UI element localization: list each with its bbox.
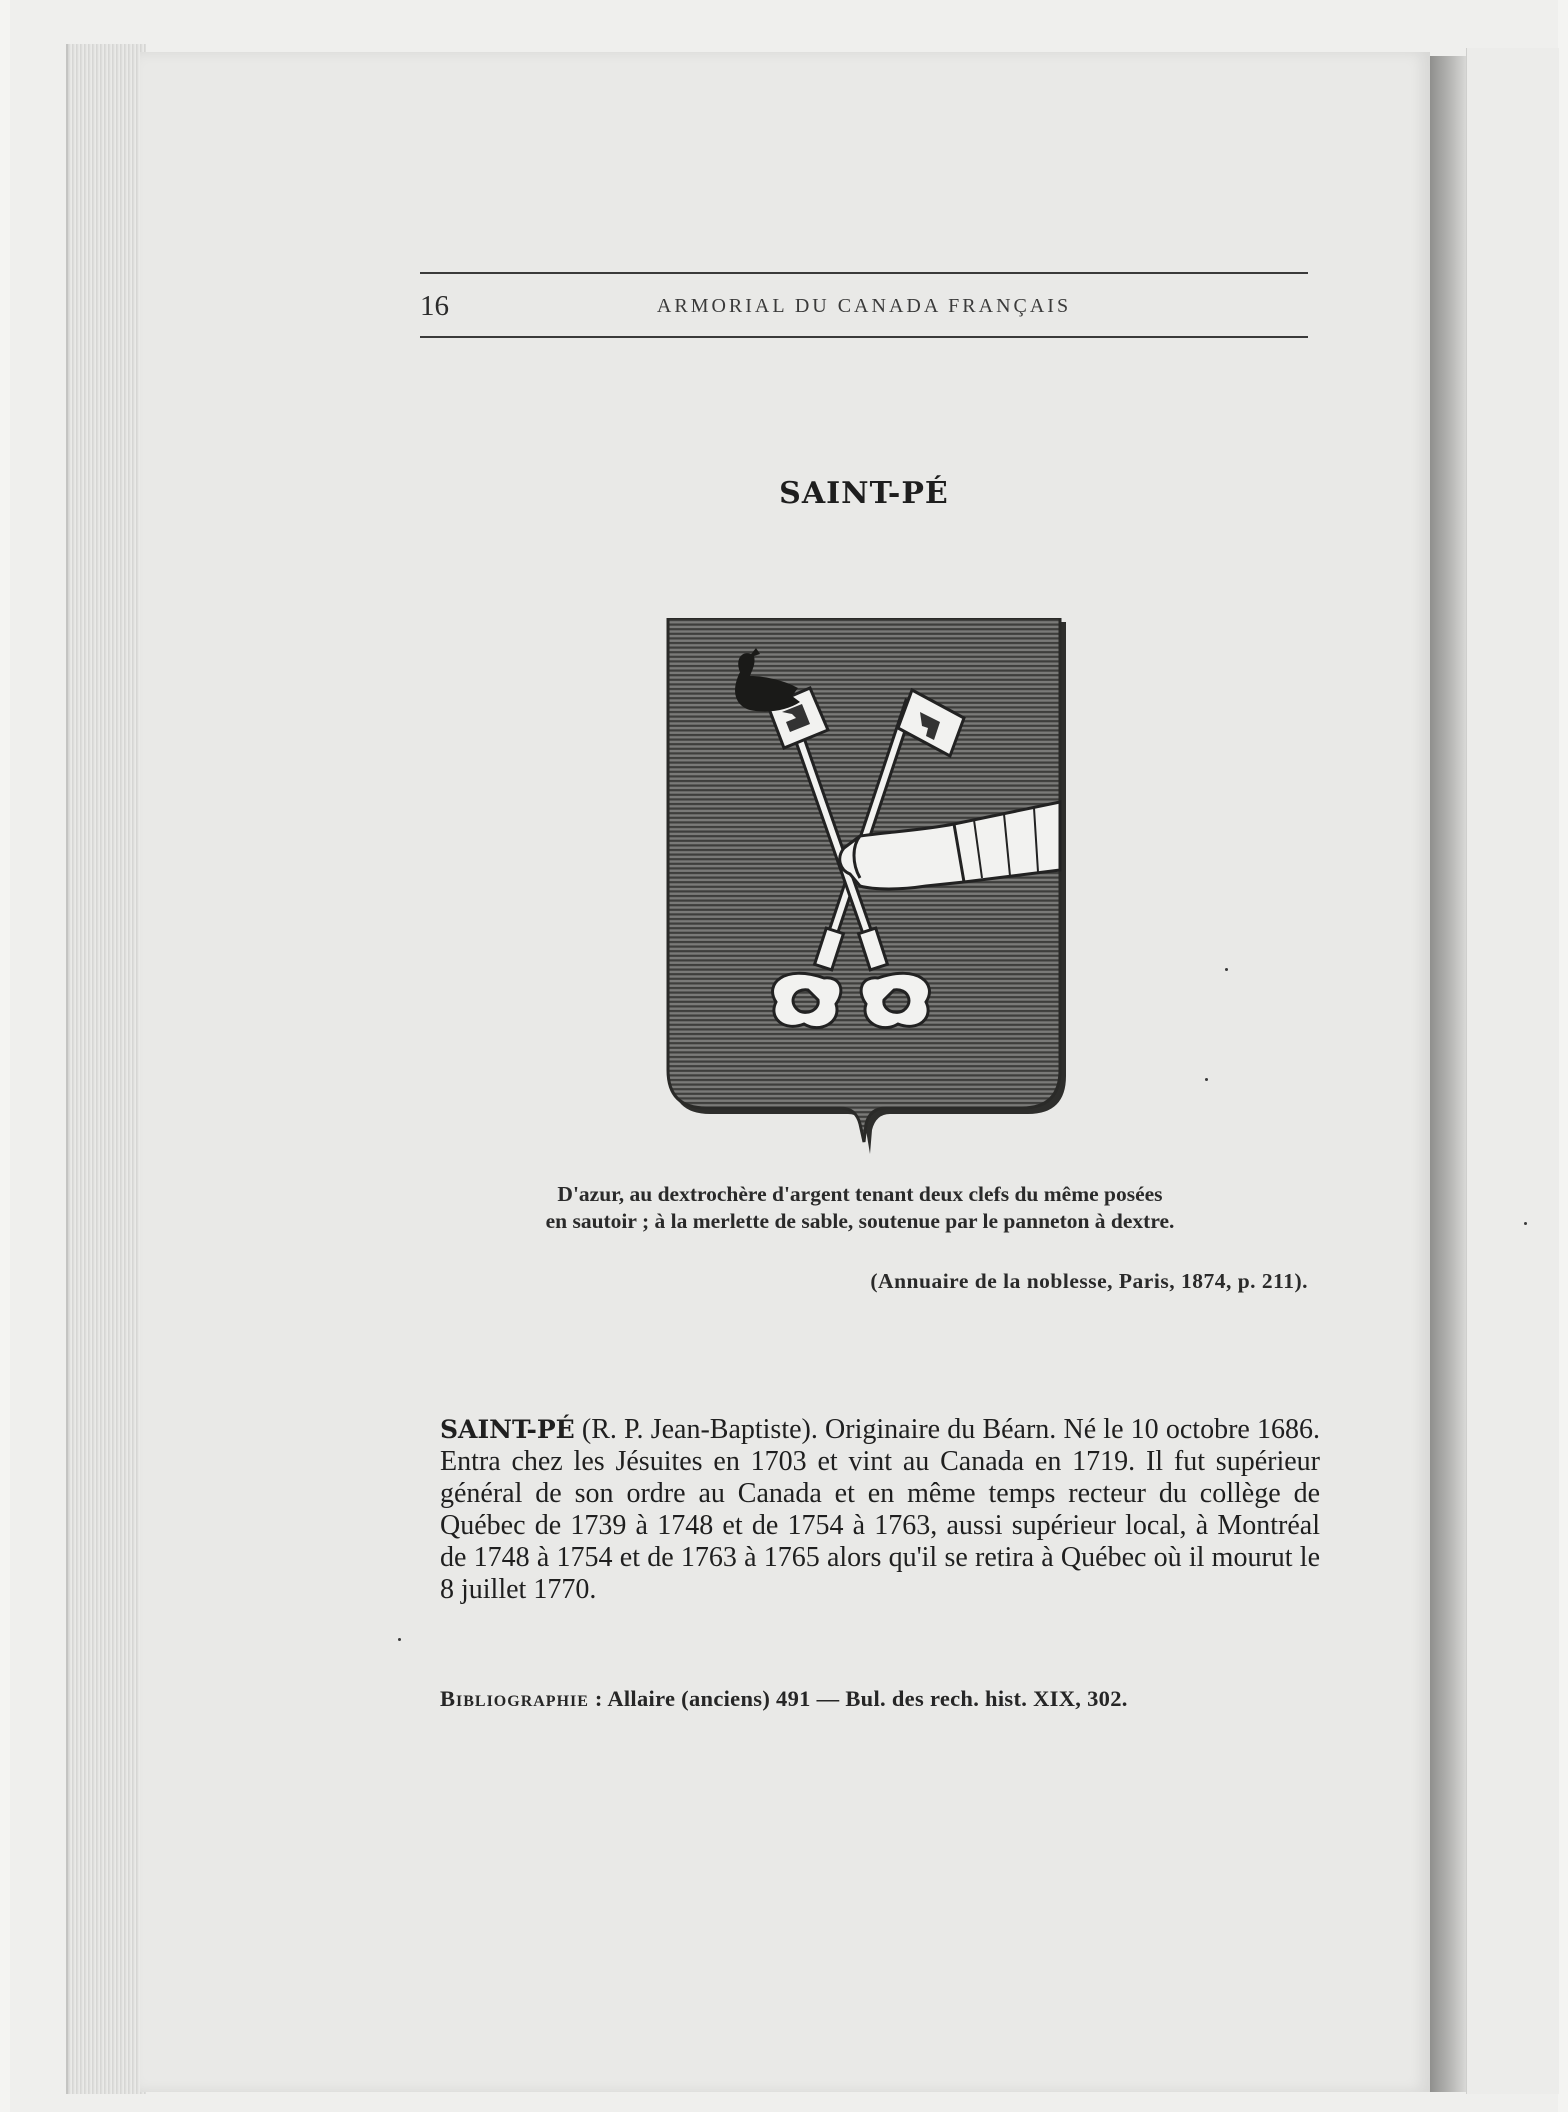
print-speck bbox=[1524, 1222, 1527, 1225]
entry-title: SAINT-PÉ bbox=[779, 476, 949, 511]
blazon-line-2: en sautoir ; à la merlette de sable, soutenue par le panneton à dextre. bbox=[545, 1209, 1175, 1233]
header-rule-bottom bbox=[420, 336, 1308, 338]
print-speck bbox=[1225, 968, 1228, 971]
bibliography-label: Bibliographie bbox=[440, 1686, 589, 1711]
page-number: 16 bbox=[420, 290, 449, 322]
biography-name: SAINT-PÉ bbox=[440, 1415, 575, 1444]
biography-text: (R. P. Jean-Baptiste). Originaire du Béarn. Né le 10 octobre 1686. Entra chez les Jésuites en 1703 et vint au Canada en 1719. Il fut supérieur général de son ordre au Canada et en même temps recteur du collège de Québec de 1739 à 1748 et de 1754 à 1763, aussi supérieur local, à Montréal de 1748 à 1754 et de 1763 à 1765 alors qu'il se retira à Québec où il mourut le 8 juillet 1770. bbox=[440, 1414, 1320, 1605]
header-rule-top bbox=[420, 272, 1308, 274]
book-gutter bbox=[1430, 56, 1466, 2092]
bibliography bbox=[440, 1684, 1320, 1714]
page-edges bbox=[66, 44, 146, 2094]
facing-page-edge bbox=[1466, 48, 1559, 2094]
blazon-text bbox=[410, 1181, 1310, 1235]
coat-of-arms bbox=[664, 618, 1078, 1156]
biography-paragraph bbox=[440, 1414, 1320, 1606]
running-title: ARMORIAL DU CANADA FRANÇAIS bbox=[656, 295, 1072, 317]
print-speck bbox=[398, 1638, 401, 1641]
print-speck bbox=[1205, 1078, 1208, 1081]
blazon-line-1: D'azur, au dextrochère d'argent tenant deux clefs du même posées bbox=[557, 1182, 1163, 1206]
bibliography-text: : Allaire (anciens) 491 — Bul. des rech. hist. XIX, 302. bbox=[588, 1686, 1128, 1711]
source-citation: (Annuaire de la noblesse, Paris, 1874, p. 211). bbox=[870, 1269, 1308, 1293]
